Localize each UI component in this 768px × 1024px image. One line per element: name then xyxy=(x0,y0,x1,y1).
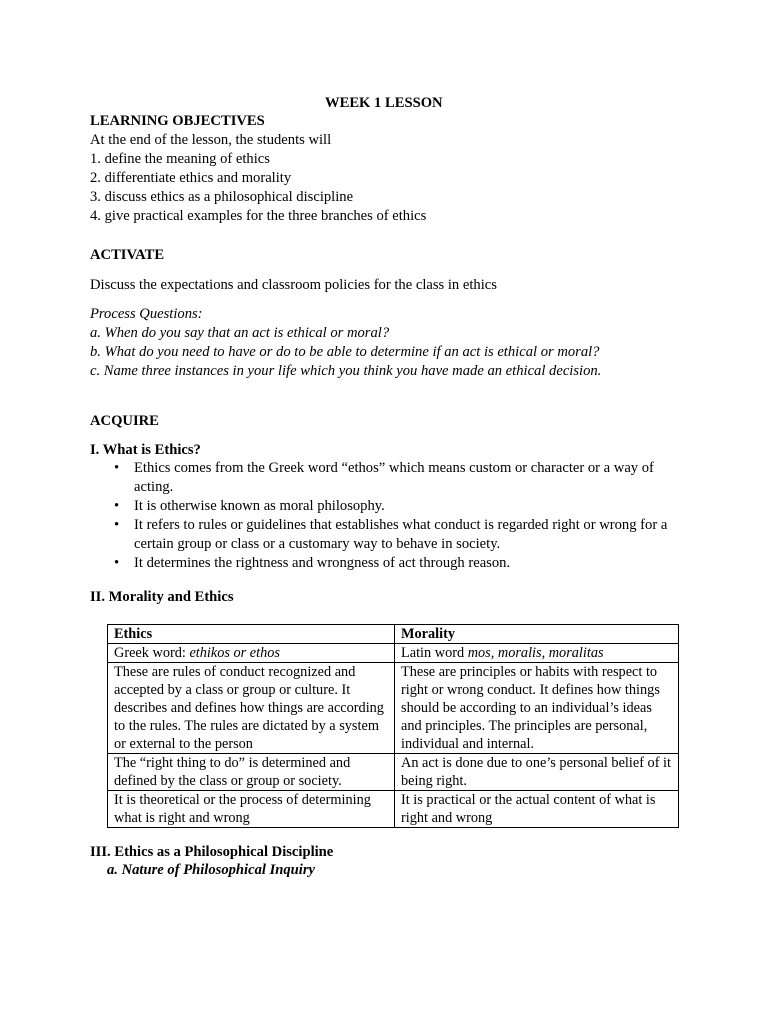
acquire-heading: ACQUIRE xyxy=(90,413,159,429)
origin-prefix: Greek word: xyxy=(114,645,190,661)
table-header-morality: Morality xyxy=(395,625,679,644)
table-cell: It is practical or the actual content of what is right and wrong xyxy=(395,791,679,828)
table-cell: These are principles or habits with respect to right or wrong conduct. It defines how things should be according to an individual’s ideas and principles. The principles are personal, individual and internal. xyxy=(395,663,679,754)
ethics-morality-table xyxy=(107,624,679,828)
list-item: • Ethics comes from the Greek word “ethos” which means custom or character or a way of acting. xyxy=(110,459,680,497)
subsection-heading: a. Nature of Philosophical Inquiry xyxy=(107,862,315,878)
list-item: • It is otherwise known as moral philosophy. xyxy=(110,497,680,516)
table-cell xyxy=(108,644,395,663)
list-item: • It determines the rightness and wrongness of act through reason. xyxy=(110,554,680,573)
table-row xyxy=(108,644,679,663)
objective-item: 3. discuss ethics as a philosophical discipline xyxy=(90,189,354,205)
lesson-title: WEEK 1 LESSON xyxy=(325,95,443,111)
origin-words: ethikos or ethos xyxy=(189,645,280,661)
section-heading-what-is-ethics: I. What is Ethics? xyxy=(90,442,201,458)
objective-item: 2. differentiate ethics and morality xyxy=(90,170,292,186)
table-row xyxy=(108,754,679,791)
table-cell: The “right thing to do” is determined and defined by the class or group or society. xyxy=(108,754,395,791)
table-row xyxy=(108,663,679,754)
objectives-heading: LEARNING OBJECTIVES xyxy=(90,113,265,129)
section-heading-morality-and-ethics: II. Morality and Ethics xyxy=(90,589,234,605)
table-row xyxy=(108,791,679,828)
table-cell: An act is done due to one’s personal belief of it being right. xyxy=(395,754,679,791)
section-heading-philosophical-discipline: III. Ethics as a Philosophical Discipline xyxy=(90,844,334,860)
origin-words: mos, moralis, moralitas xyxy=(467,645,604,661)
activate-text: Discuss the expectations and classroom policies for the class in ethics xyxy=(90,277,497,293)
table-cell xyxy=(395,644,679,663)
process-questions-label: Process Questions: xyxy=(90,306,203,322)
activate-heading: ACTIVATE xyxy=(90,247,165,263)
objectives-intro: At the end of the lesson, the students will xyxy=(90,132,332,148)
process-question: b. What do you need to have or do to be able to determine if an act is ethical or moral? xyxy=(90,344,600,360)
table-header-row xyxy=(108,625,679,644)
table-cell: It is theoretical or the process of determining what is right and wrong xyxy=(108,791,395,828)
process-question: c. Name three instances in your life which you think you have made an ethical decision. xyxy=(90,363,602,379)
list-item: • It refers to rules or guidelines that establishes what conduct is regarded right or wrong for a certain group or class or a customary way to behave in society. xyxy=(110,516,680,554)
objective-item: 1. define the meaning of ethics xyxy=(90,151,270,167)
origin-prefix: Latin word xyxy=(401,645,468,661)
objective-item: 4. give practical examples for the three branches of ethics xyxy=(90,208,427,224)
table-cell: These are rules of conduct recognized and accepted by a class or group or culture. It describes and defines how things are according to the rules. The rules are dictated by a system or external to the person xyxy=(108,663,395,754)
ethics-definition-list xyxy=(110,459,680,573)
table-header-ethics: Ethics xyxy=(108,625,395,644)
process-question: a. When do you say that an act is ethical or moral? xyxy=(90,325,390,341)
